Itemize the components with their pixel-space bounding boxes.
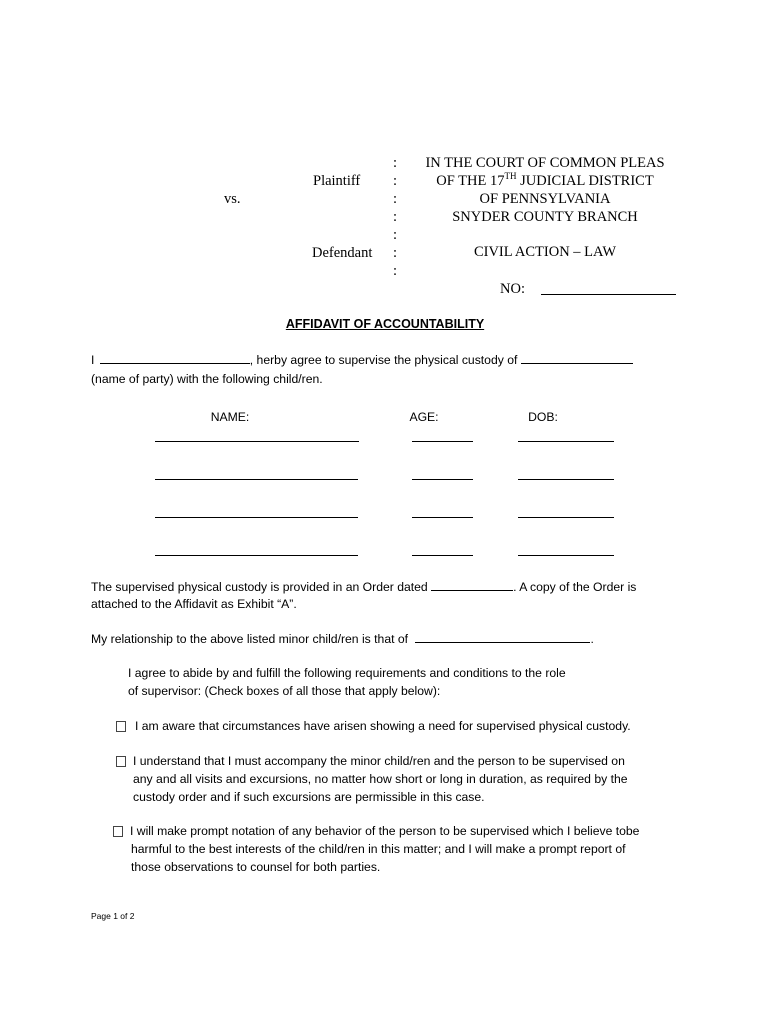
requirement-item-2: I understand that I must accompany the minor child/ren and the person to be supervised on bbox=[116, 754, 625, 768]
checkbox-1[interactable] bbox=[116, 721, 126, 732]
name-column-header: NAME: bbox=[210, 410, 250, 424]
intro-line-2: (name of party) with the following child/ren. bbox=[91, 372, 323, 386]
caption-colon-7: : bbox=[392, 263, 398, 279]
page-title: AFFIDAVIT OF ACCOUNTABILITY bbox=[285, 317, 485, 331]
age-column-header: AGE: bbox=[409, 410, 439, 424]
caption-colon-6: : bbox=[392, 245, 398, 261]
child-dob-blank-4[interactable] bbox=[518, 555, 614, 556]
vs-label: vs. bbox=[224, 191, 241, 207]
child-age-blank-2[interactable] bbox=[412, 479, 473, 480]
order-date-blank[interactable] bbox=[431, 579, 513, 591]
requirement-item-3: I will make prompt notation of any behavior of the person to be supervised which I believe tobe bbox=[113, 824, 639, 838]
court-line-1: IN THE COURT OF COMMON PLEAS bbox=[425, 155, 665, 171]
child-name-blank-2[interactable] bbox=[155, 479, 358, 480]
dob-column-header: DOB: bbox=[528, 410, 558, 424]
child-name-blank-4[interactable] bbox=[155, 555, 358, 556]
court-line-3: OF PENNSYLVANIA bbox=[479, 191, 611, 207]
civil-action-label: CIVIL ACTION – LAW bbox=[473, 244, 617, 260]
child-dob-blank-1[interactable] bbox=[518, 441, 614, 442]
agreement-line-1: I agree to abide by and fulfill the following requirements and conditions to the role bbox=[128, 666, 566, 680]
child-age-blank-4[interactable] bbox=[412, 555, 473, 556]
requirement-item-1: I am aware that circumstances have arisen showing a need for supervised physical custody. bbox=[116, 719, 631, 733]
child-age-blank-1[interactable] bbox=[412, 441, 473, 442]
child-age-blank-3[interactable] bbox=[412, 517, 473, 518]
caption-colon-3: : bbox=[392, 191, 398, 207]
page-number: Page 1 of 2 bbox=[91, 911, 135, 921]
intro-line-1: I , herby agree to supervise the physical custody of bbox=[91, 352, 633, 367]
child-name-blank-1[interactable] bbox=[155, 441, 359, 442]
defendant-label: Defendant bbox=[312, 245, 373, 261]
order-line-1: The supervised physical custody is provided in an Order dated . A copy of the Order is bbox=[91, 580, 637, 594]
order-line-2: attached to the Affidavit as Exhibit “A”. bbox=[91, 597, 297, 611]
caption-colon-5: : bbox=[392, 227, 398, 243]
relationship-line: My relationship to the above listed minor child/ren is that of . bbox=[91, 632, 594, 646]
child-name-blank-3[interactable] bbox=[155, 517, 358, 518]
affiant-name-blank[interactable] bbox=[100, 352, 250, 364]
relationship-blank[interactable] bbox=[415, 631, 590, 643]
checkbox-3[interactable] bbox=[113, 826, 123, 837]
caption-colon-2: : bbox=[392, 173, 398, 189]
agreement-line-2: of supervisor: (Check boxes of all those that apply below): bbox=[128, 684, 441, 698]
requirement-item-3-line-2: harmful to the best interests of the child/ren in this matter; and I will make a prompt report of bbox=[131, 842, 626, 856]
child-dob-blank-3[interactable] bbox=[518, 517, 614, 518]
case-number-blank[interactable] bbox=[541, 294, 676, 295]
plaintiff-label: Plaintiff bbox=[313, 173, 361, 189]
case-number-label: NO: bbox=[500, 281, 525, 297]
child-dob-blank-2[interactable] bbox=[518, 479, 614, 480]
checkbox-2[interactable] bbox=[116, 756, 126, 767]
requirement-item-2-line-2: any and all visits and excursions, no matter how short or long in duration, as required by the bbox=[133, 772, 628, 786]
caption-colon-1: : bbox=[392, 155, 398, 171]
caption-colon-4: : bbox=[392, 209, 398, 225]
court-line-4: SNYDER COUNTY BRANCH bbox=[452, 209, 638, 225]
requirement-item-2-line-3: custody order and if such excursions are permissible in this case. bbox=[133, 790, 485, 804]
party-name-blank[interactable] bbox=[521, 352, 633, 364]
requirement-item-3-line-3: those observations to counsel for both parties. bbox=[131, 860, 381, 874]
court-line-2: OF THE 17TH JUDICIAL DISTRICT bbox=[436, 171, 654, 189]
